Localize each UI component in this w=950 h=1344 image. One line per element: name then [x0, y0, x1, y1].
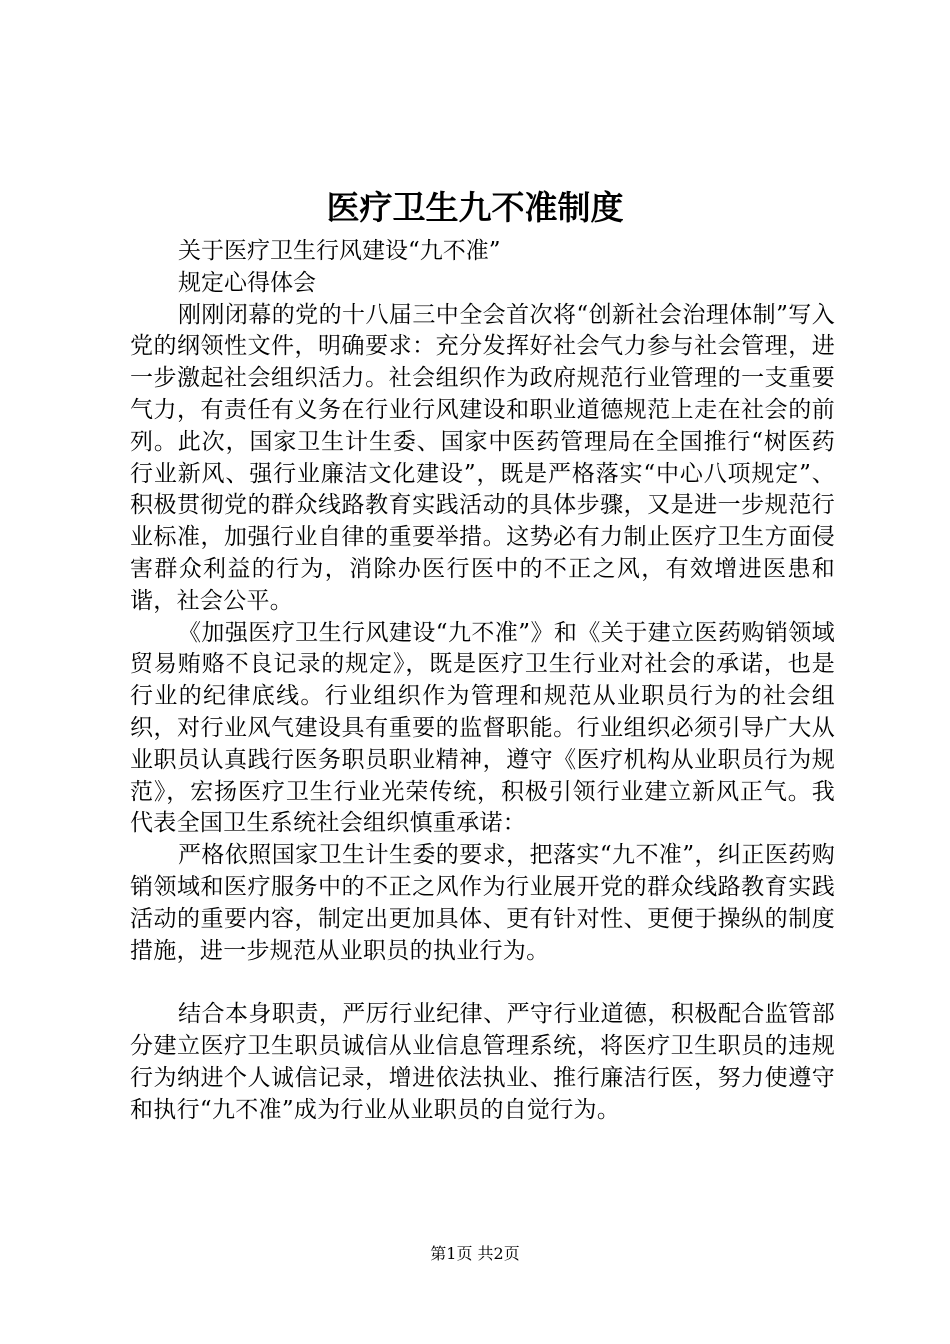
- paragraph-1: 刚刚闭幕的党的十八届三中全会首次将“创新社会治理体制”写入党的纲领性文件，明确要求：充分发挥好社会气力参与社会管理，进一步激起社会组织活力。社会组织作为政府规范行业管理的一支重要气力，有责任有义务在行业行风建设和职业道德规范上走在社会的前列。此次，国家卫生计生委、国家中医药管理局在全国推行“树医药行业新风、强行业廉洁文化建设”，既是严格落实“中心八项规定”、积极贯彻党的群众线路教育实践活动的具体步骤，又是进一步规范行业标准，加强行业自律的重要举措。这势必有力制止医疗卫生方面侵害群众利益的行为，消除办医行医中的不正之风，有效增进医患和谐，社会公平。: [130, 301, 835, 614]
- paragraph-spacer: [130, 967, 835, 999]
- document-body: [130, 236, 835, 1127]
- paragraph-4: 结合本身职责，严厉行业纪律、严守行业道德，积极配合监管部分建立医疗卫生职员诚信从业信息管理系统，将医疗卫生职员的违规行为纳进个人诚信记录，增进依法执业、推行廉洁行医，努力使遵守和执行“九不准”成为行业从业职员的自觉行为。: [130, 1001, 835, 1123]
- paragraph-2: 《加强医疗卫生行风建设“九不准”》和《关于建立医药购销领域贸易贿赂不良记录的规定》，既是医疗卫生行业对社会的承诺，也是行业的纪律底线。行业组织作为管理和规范从业职员行为的社会组织，对行业风气建设具有重要的监督职能。行业组织必须引导广大从业职员认真践行医务职员职业精神，遵守《医疗机构从业职员行为规范》，宏扬医疗卫生行业光荣传统，积极引领行业建立新风正气。我代表全国卫生系统社会组织慎重承诺：: [130, 619, 835, 837]
- subtitle-line-1: 关于医疗卫生行风建设“九不准”: [178, 238, 501, 264]
- document-title: 医疗卫生九不准制度: [326, 188, 624, 227]
- subtitle-line-2: 规定心得体会: [178, 269, 316, 296]
- paragraph-3: 严格依照国家卫生计生委的要求，把落实“九不准”，纠正医药购销领域和医疗服务中的不正之风作为行业展开党的群众线路教育实践活动的重要内容，制定出更加具体、更有针对性、更便于操纵的制度措施，进一步规范从业职员的执业行为。: [130, 842, 835, 964]
- page-footer: 第1页 共2页: [430, 1244, 520, 1263]
